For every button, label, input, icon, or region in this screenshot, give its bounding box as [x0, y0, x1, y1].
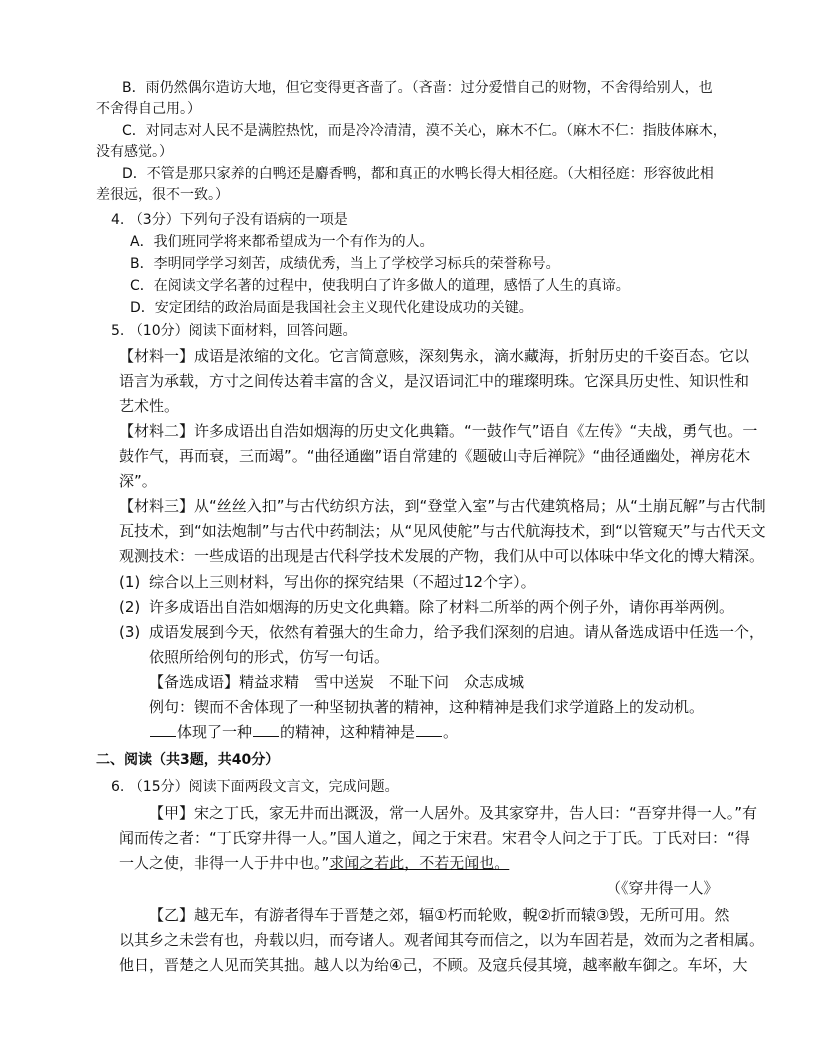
question-number: 6.: [111, 779, 125, 795]
q4-option-b: [130, 254, 560, 274]
option-b-line: [122, 78, 713, 98]
example-sentence: 例句：锲而不舍体现了一种坚韧执著的精神，这种精神是我们求学道路上的发动机。: [149, 698, 705, 716]
option-text: 对同志对人民不是满腔热忱，而是冷冷清清，漠不关心，麻木不仁。（麻木不仁：指肢体麻木，: [145, 123, 727, 139]
material-text: 成语是浓缩的文化。它言简意赅，深刻隽永，滴水藏海，折射历史的千姿百态。它以: [194, 347, 750, 365]
fill-in-sentence: [149, 722, 458, 742]
option-text: 安定团结的政治局面是我国社会主义现代化建设成功的关键。: [154, 300, 533, 316]
answer-blank[interactable]: [150, 722, 176, 737]
passage-jia-source: （《穿井得一人》: [606, 879, 719, 897]
sub-question-1: [119, 572, 140, 592]
option-text: 在阅读文学名著的过程中，使我明白了许多做人的道理，感悟了人生的真谛。: [153, 278, 630, 294]
material-3-line-3: 观测技术：一些成语的出现是古代科学技术发展的产物，我们从中可以体味中华文化的博大精深。: [119, 547, 765, 565]
passage-yi-line-3: 他日，晋楚之人见而笑其拙。越人以为绐④己，不顾。及寇兵侵其境，越率敝车御之。车坏，大: [119, 956, 748, 974]
option-text: 雨仍然偶尔造访大地，但它变得更吝啬了。（吝啬：过分爱惜自己的财物，不舍得给别人，也: [145, 80, 713, 96]
material-text: 许多成语出自浩如烟海的历史文化典籍。“一鼓作气”语自《左传》“夫战，勇气也。一: [194, 422, 758, 440]
sub-question-number: (2): [119, 598, 141, 616]
question-score: （15分）: [128, 779, 189, 795]
answer-blank[interactable]: [416, 722, 442, 737]
passage-yi-line-1: 【乙】越无车，有游者得车于晋楚之郊，辐①朽而轮败，輗②折而辕③毁，无所可用。然: [149, 906, 730, 924]
sub-question-3-text: 成语发展到今天，依然有着强大的生命力，给予我们深刻的启迪。请从备选成语中任选一个，: [149, 623, 765, 641]
option-text: 不管是那只家养的白鸭还是麝香鸭，都和真正的水鸭长得大相径庭。（大相径庭：形容彼此相: [146, 166, 714, 182]
sub-question-2-text: 许多成语出自浩如烟海的历史文化典籍。除了材料二所举的两个例子外，请你再举两例。: [149, 598, 735, 616]
option-label: B．: [130, 256, 154, 272]
option-text: 我们班同学将来都希望成为一个有作为的人。: [153, 234, 434, 250]
question-4-stem: [111, 210, 348, 230]
material-2-line-3: 深”。: [119, 472, 157, 490]
sub-question-3-cont: 依照所给例句的形式，仿写一句话。: [149, 648, 390, 666]
option-d-line: [122, 164, 714, 184]
question-number: 4.: [111, 212, 125, 228]
section-title: 二、阅读（共3题，共40分）: [96, 752, 280, 768]
passage-yi-line-2: 以其乡之未尝有也，舟载以归，而夸诸人。观者闻其夸而信之，以为车固若是，效而为之者相属。: [119, 931, 765, 949]
option-label: A．: [130, 234, 154, 250]
option-label: C．: [122, 123, 146, 139]
question-text: 阅读下面两段文言文，完成问题。: [188, 779, 399, 795]
material-text: 从“丝丝入扣”与古代纺织方法，到“登堂入室”与古代建筑格局；从“土崩瓦解”与古代制: [194, 497, 766, 515]
passage-jia-line-3: [119, 853, 509, 873]
question-text: 阅读下面材料，回答问题。: [188, 323, 357, 339]
option-text: 李明同学学习刻苦，成绩优秀，当上了学校学习标兵的荣誉称号。: [153, 256, 560, 272]
option-c-cont: 没有感觉。）: [96, 144, 173, 160]
fill-text: 。: [443, 723, 459, 741]
material-1-line-1: [119, 346, 749, 366]
option-b-cont: 不舍得自己用。）: [96, 101, 201, 117]
sub-question-3: [119, 622, 140, 642]
option-c-line: [122, 121, 727, 141]
sub-question-number: (1): [119, 573, 141, 591]
answer-blank[interactable]: [253, 722, 279, 737]
material-tag: 【材料二】: [119, 422, 195, 440]
option-label: B．: [122, 80, 146, 96]
material-2-line-2: 鼓作气，再而衰，三而竭”。“曲径通幽”语自常建的《题破山寺后禅院》“曲径通幽处，禅房花木: [119, 447, 751, 465]
option-d-cont: 差很远，很不一致。）: [96, 187, 229, 203]
material-1-line-2: 语言为承载，方寸之间传达着丰富的含义，是汉语词汇中的璀璨明珠。它深具历史性、知识性和: [119, 372, 750, 390]
sub-question-1-text: 综合以上三则材料，写出你的探究结果（不超过12个字）。: [149, 573, 536, 591]
passage-jia-line-2: 闻而传之者：“丁氏穿井得一人。”国人道之，闻之于宋君。宋君令人问之于丁氏。丁氏对曰：“得: [119, 829, 750, 847]
q4-option-a: [130, 232, 434, 252]
passage-jia-line-1: 【甲】宋之丁氏，家无井而出溉汲，常一人居外。及其家穿井，告人曰：“吾穿井得一人。”有: [149, 804, 758, 822]
material-tag: 【材料一】: [119, 347, 195, 365]
option-label: D．: [122, 166, 147, 182]
option-label: C．: [130, 278, 154, 294]
idiom-list: 精益求精 雪中送炭 不耻下问 众志成城: [239, 673, 525, 691]
material-2-line-1: [119, 421, 757, 441]
question-score: （3分）: [128, 212, 180, 228]
question-number: 5.: [111, 323, 125, 339]
question-score: （10分）: [128, 323, 189, 339]
sub-question-number: (3): [119, 623, 141, 641]
material-3-line-1: [119, 496, 766, 516]
q4-option-c: [130, 276, 630, 296]
underlined-sentence: 求闻之若此，不若无闻也。: [329, 854, 510, 872]
q4-option-d: [130, 298, 533, 318]
idiom-tag: 【备选成语】: [149, 673, 240, 691]
question-text: 下列句子没有语病的一项是: [179, 212, 348, 228]
material-tag: 【材料三】: [119, 497, 195, 515]
fill-text: 的精神，这种精神是: [280, 723, 416, 741]
option-label: D．: [130, 300, 155, 316]
material-3-line-2: 瓦技术，到“如法炮制”与古代中药制法；从“见风使舵”与古代航海技术，到“以管窥天”与古代天文: [119, 522, 766, 540]
material-1-line-3: 艺术性。: [119, 397, 180, 415]
candidate-idioms: [149, 672, 524, 692]
sub-question-2: [119, 597, 140, 617]
fill-text: 体现了一种: [177, 723, 253, 741]
passage-text: 一人之使，非得一人于井中也。”: [119, 854, 330, 872]
question-6-stem: [111, 777, 399, 797]
question-5-stem: [111, 321, 357, 341]
